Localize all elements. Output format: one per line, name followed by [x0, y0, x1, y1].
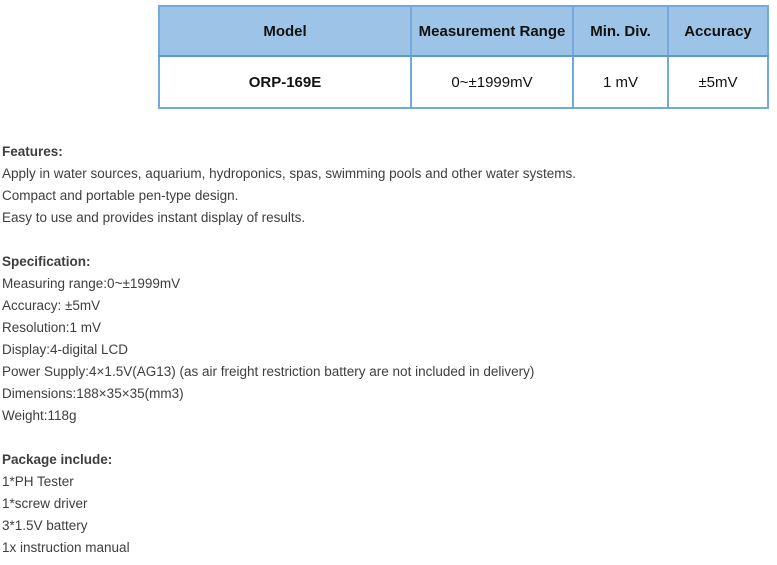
spec-line: Weight:118g: [2, 408, 77, 423]
feature-line: Compact and portable pen-type design.: [2, 188, 239, 203]
spec-line: Power Supply:4×1.5V(AG13) (as air freight restriction battery are not included in delivery): [2, 364, 535, 379]
feature-line: Apply in water sources, aquarium, hydroponics, spas, swimming pools and other water systems.: [2, 166, 577, 181]
spec-table: [158, 5, 769, 109]
spec-line: Dimensions:188×35×35(mm3): [2, 386, 184, 401]
package-line: 1x instruction manual: [2, 540, 130, 555]
spec-line: Display:4-digital LCD: [2, 342, 129, 357]
cell-measurement-range: 0~±1999mV: [411, 56, 573, 108]
section-heading: Specification:: [2, 254, 91, 269]
feature-line: Easy to use and provides instant display of results.: [2, 210, 306, 225]
cell-model: ORP-169E: [159, 56, 411, 108]
cell-min-div: 1 mV: [573, 56, 668, 108]
col-header-accuracy: Accuracy: [668, 6, 768, 56]
spec-table-header-row: [159, 6, 768, 56]
section-package-include: [2, 449, 772, 559]
col-header-model: Model: [159, 6, 411, 56]
spec-table-data-row: [159, 56, 768, 108]
section-heading: Features:: [2, 144, 63, 159]
spec-line: Resolution:1 mV: [2, 320, 102, 335]
package-line: 3*1.5V battery: [2, 518, 88, 533]
section-specification: [2, 251, 772, 427]
spec-line: Measuring range:0~±1999mV: [2, 276, 181, 291]
package-line: 1*PH Tester: [2, 474, 74, 489]
col-header-min-div: Min. Div.: [573, 6, 668, 56]
description-sections: [2, 141, 772, 559]
col-header-measurement-range: Measurement Range: [411, 6, 573, 56]
spec-line: Accuracy: ±5mV: [2, 298, 101, 313]
cell-accuracy: ±5mV: [668, 56, 768, 108]
package-line: 1*screw driver: [2, 496, 88, 511]
section-heading: Package include:: [2, 452, 113, 467]
section-features: [2, 141, 772, 229]
